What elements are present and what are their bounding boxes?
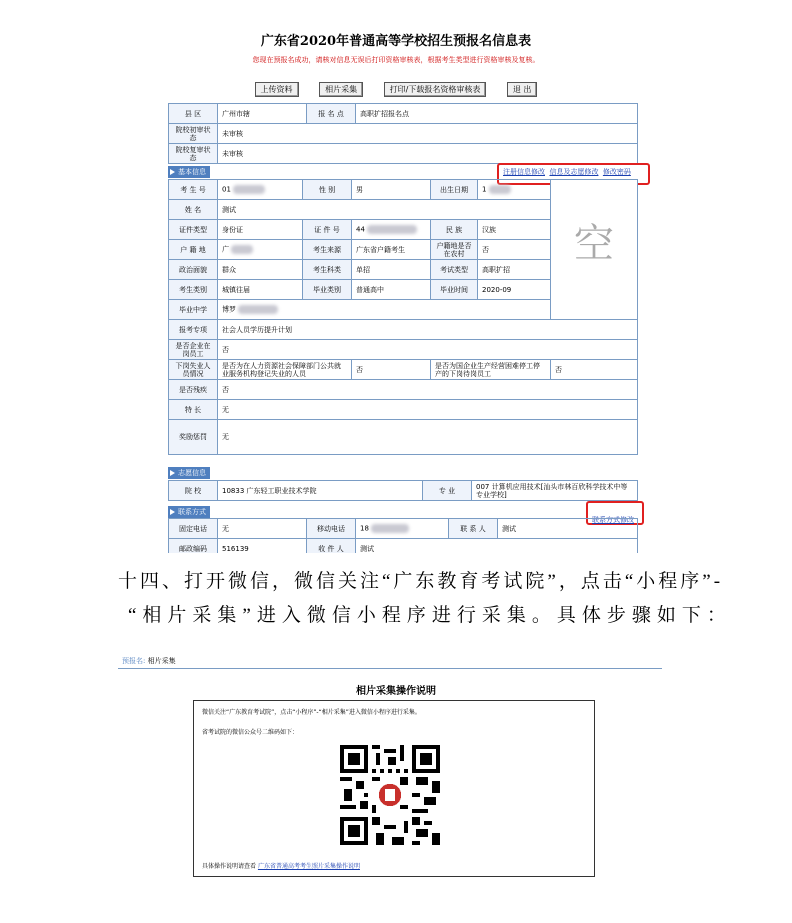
- redacted-mark: [367, 225, 417, 234]
- zzmm-label: 政治面貌: [169, 260, 218, 280]
- tc-value: 无: [218, 400, 638, 420]
- bylb-label: 毕业类别: [303, 280, 352, 300]
- jc-label: 奖励惩罚: [169, 420, 218, 455]
- toolbar: [0, 82, 792, 97]
- contact-edit-link[interactable]: 联系方式修改: [592, 516, 634, 524]
- kskl-value: 单招: [352, 260, 431, 280]
- bkzx-label: 报考专项: [169, 320, 218, 340]
- xm-label: 姓 名: [169, 200, 218, 220]
- redacted-mark: [233, 185, 265, 194]
- zjlx-value: 身份证: [218, 220, 303, 240]
- county-value: 广州市辖: [218, 104, 307, 124]
- re-review-value: 未审核: [218, 144, 638, 164]
- mz-label: 民 族: [431, 220, 478, 240]
- xg-label: 下岗失业人员情况: [169, 360, 218, 380]
- notice-text: 您现在预报名成功，请核对信息无误后打印资格审核表，根据考生类型进行资格审核及复核。: [252, 56, 540, 64]
- byzx-label: 毕业中学: [169, 300, 218, 320]
- qy-value: 否: [218, 340, 638, 360]
- xg-answer-1: 否: [352, 360, 431, 380]
- ksh-label: 考 生 号: [169, 180, 218, 200]
- bylb-value: 普通高中: [352, 280, 431, 300]
- breadcrumb-divider: [118, 668, 662, 669]
- nc-label: 户籍地是否在农村: [431, 240, 478, 260]
- kslx-value: 广东省户籍考生: [352, 240, 431, 260]
- wish-section-title: 志愿信息: [168, 467, 210, 479]
- contact-table: [168, 518, 638, 553]
- footer-label: 具体操作说明请查看: [202, 863, 257, 870]
- tc-label: 特 长: [169, 400, 218, 420]
- redacted-mark: [238, 305, 278, 314]
- nc-value: 否: [478, 240, 551, 260]
- kslb2-label: 考生类别: [169, 280, 218, 300]
- instruction-box: [193, 700, 595, 877]
- photo-collect-button[interactable]: 相片采集: [319, 82, 363, 97]
- breadcrumb-value: 相片采集: [147, 657, 176, 665]
- instruction-text-1: 微信关注“广东教育考试院”，点击“小程序”-“相片采集”进入微信小程序进行采集。: [202, 709, 421, 716]
- kslb-value: 高职扩招: [478, 260, 551, 280]
- ksh-value: 01: [218, 180, 303, 200]
- breadcrumb: [122, 656, 176, 666]
- yddh-value: 18: [356, 519, 449, 539]
- mz-value: 汉族: [478, 220, 551, 240]
- doc-line-1: 十四、打开微信，微信关注“广东教育考试院”，点击“小程序”-: [118, 571, 724, 592]
- cj-label: 是否残疾: [169, 380, 218, 400]
- basic-info-table: [168, 179, 638, 455]
- yx-label: 院 校: [169, 481, 218, 501]
- qy-label: 是否企业在岗员工: [169, 340, 218, 360]
- zzmm-value: 群众: [218, 260, 303, 280]
- cj-value: 否: [218, 380, 638, 400]
- xg-answer-2: 否: [551, 360, 638, 380]
- redacted-mark: [371, 524, 409, 533]
- photo-empty-text: 空: [574, 221, 614, 266]
- redacted-mark: [489, 185, 511, 194]
- password-edit-link[interactable]: 修改密码: [602, 168, 631, 176]
- xg-question-2: 是否为国企业生产经营困难停工停产的下岗待岗员工: [431, 360, 551, 380]
- yddh-label: 移动电话: [307, 519, 356, 539]
- contact-section-title: 联系方式: [168, 506, 210, 518]
- zy-label: 专 业: [423, 481, 472, 501]
- kslb2-value: 城镇往届: [218, 280, 303, 300]
- wechat-qr-code: [340, 745, 440, 845]
- jc-value: 无: [218, 420, 638, 455]
- csrq-label: 出生日期: [431, 180, 478, 200]
- zjh-value: 44: [352, 220, 431, 240]
- hjd-label: 户 籍 地: [169, 240, 218, 260]
- byzx-value: 博罗: [218, 300, 551, 320]
- kslx-label: 考生来源: [303, 240, 352, 260]
- print-download-button[interactable]: 打印/下载报名资格审核表: [384, 82, 487, 97]
- instruction-footer: [202, 861, 360, 870]
- breadcrumb-label: 预报名:: [122, 657, 146, 665]
- wish-table: [168, 480, 638, 501]
- sjr-label: 收 件 人: [307, 539, 356, 554]
- exit-button[interactable]: 退 出: [507, 82, 538, 97]
- county-label: 县 区: [169, 104, 218, 124]
- xm-value: 测试: [218, 200, 551, 220]
- info-wish-edit-link[interactable]: 信息及志愿修改: [549, 168, 599, 176]
- doc-line-2: “相片采集”进入微信小程序进行采集。具体步骤如下：: [128, 605, 732, 626]
- form-title: 广东省2020年普通高等学校招生预报名信息表: [260, 34, 532, 49]
- upload-button[interactable]: 上传资料: [255, 82, 299, 97]
- contact-table-clip: [168, 518, 638, 553]
- basic-section-title: 基本信息: [168, 166, 210, 178]
- zjlx-label: 证件类型: [169, 220, 218, 240]
- bysj-value: 2020-09: [478, 280, 551, 300]
- photo-placeholder: [551, 180, 638, 320]
- wish-section-bar: [168, 467, 638, 479]
- kskl-label: 考生科类: [303, 260, 352, 280]
- gddh-value: 无: [218, 519, 307, 539]
- first-review-label: 院校初审状态: [169, 124, 218, 144]
- bkzx-value: 社会人员学历提升计划: [218, 320, 638, 340]
- basic-links: [503, 167, 631, 177]
- hjd-value: 广: [218, 240, 303, 260]
- yx-value: 10833 广东轻工职业技术学院: [218, 481, 423, 501]
- status-table: [168, 103, 638, 164]
- xg-question-1: 是否为在人力资源社会保障部门公共就业服务机构登记失业的人员: [218, 360, 352, 380]
- yzbm-label: 邮政编码: [169, 539, 218, 554]
- zy-value: 007 计算机应用技术[汕头市林百欣科学技术中等专业学校]: [472, 481, 638, 501]
- xb-value: 男: [352, 180, 431, 200]
- gddh-label: 固定电话: [169, 519, 218, 539]
- contact-section-bar: [168, 506, 638, 518]
- zjh-label: 证 件 号: [303, 220, 352, 240]
- re-review-label: 院校复审状态: [169, 144, 218, 164]
- csrq-value: 1: [478, 180, 551, 200]
- register-edit-link[interactable]: 注册信息修改: [503, 168, 545, 176]
- guide-link[interactable]: 广东省普通高考考生照片采集操作说明: [257, 863, 360, 870]
- lxr-value: 测试: [498, 519, 638, 539]
- xb-label: 性 别: [303, 180, 352, 200]
- first-review-value: 未审核: [218, 124, 638, 144]
- site-label: 报 名 点: [307, 104, 356, 124]
- site-value: 高职扩招报名点: [356, 104, 638, 124]
- yzbm-value: 516139: [218, 539, 307, 554]
- kslb-label: 考试类型: [431, 260, 478, 280]
- bysj-label: 毕业时间: [431, 280, 478, 300]
- instruction-text-2: 省考试院的微信公众号二维码如下：: [202, 729, 299, 736]
- lxr-label: 联 系 人: [449, 519, 498, 539]
- sjr-value: 测试: [356, 539, 638, 554]
- photo-heading: 相片采集操作说明: [356, 686, 436, 697]
- redacted-mark: [231, 245, 253, 254]
